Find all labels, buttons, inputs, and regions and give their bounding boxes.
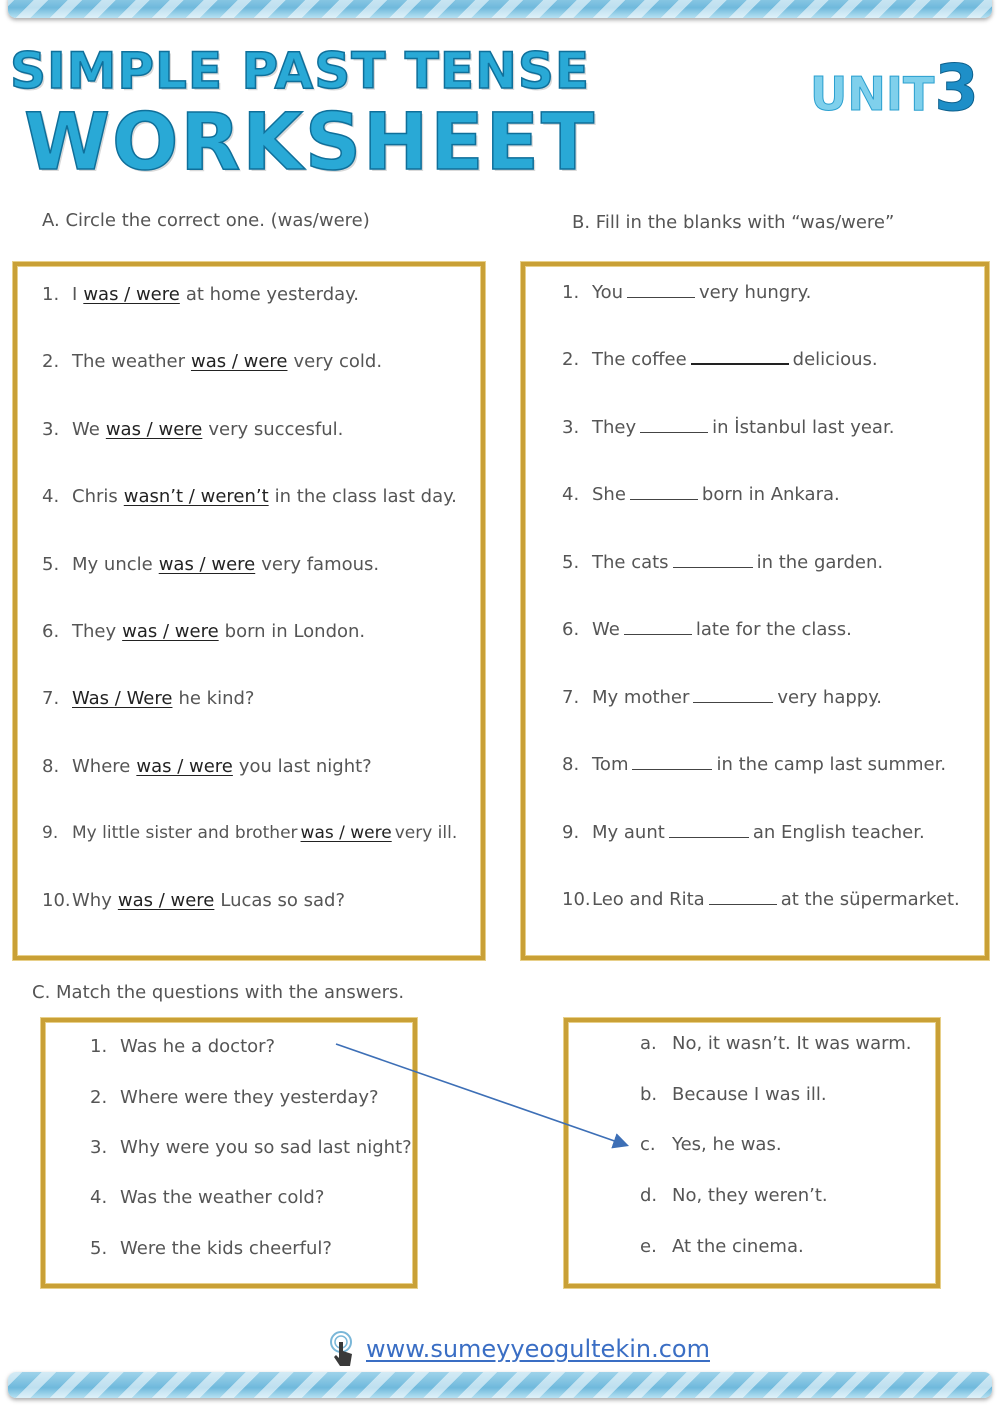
item-number: 8. [562,754,580,775]
item-number: 1. [42,284,60,305]
choice-option[interactable]: was / were [122,621,219,642]
item-post: you last night? [238,756,372,777]
item-pre: They [72,621,117,642]
answer-text: No, it wasn’t. It was warm. [672,1033,912,1054]
item-post: very happy. [777,687,883,708]
item-number: 9. [562,822,580,843]
item-pre: The coffee [592,349,687,370]
answer-text: Yes, he was. [672,1134,782,1155]
choice-option[interactable]: was / were [190,351,288,372]
unit-number: 3 [934,52,979,126]
unit-word: UNIT [810,67,935,121]
title-line-2: WORKSHEET [24,98,597,188]
item-pre: Chris [72,486,118,507]
item-pre: Why [72,890,112,911]
item-post: in İstanbul last year. [712,417,895,438]
item-number: 4. [562,484,580,505]
item-pre: My little sister and brother [72,823,298,843]
item-post: delicious. [792,349,878,370]
question-number: 1. [90,1036,108,1057]
item-pre: Leo and Rita [592,889,705,910]
choice-option[interactable]: wasn’t / weren’t [123,486,269,507]
choice-option[interactable]: was / were [105,419,203,440]
item-number: 5. [562,552,580,573]
item-pre: The cats [592,552,669,573]
item-post: born in London. [224,621,366,642]
item-number: 8. [42,756,60,777]
choice-option[interactable]: Was / Were [72,688,173,709]
item-post: Lucas so sad? [220,890,346,911]
question-number: 2. [90,1087,108,1108]
answer-letter: b. [640,1084,658,1105]
item-number: 7. [42,688,60,709]
item-pre: You [592,282,624,303]
answer-text: At the cinema. [672,1236,804,1257]
item-post: late for the class. [695,619,852,640]
question-text: Was the weather cold? [120,1187,325,1208]
item-post: very succesful. [208,419,344,440]
item-number: 4. [42,486,60,507]
section-c-heading: C. Match the questions with the answers. [32,982,405,1003]
section-a-heading: A. Circle the correct one. (was/were) [42,210,370,231]
answer-text: Because I was ill. [672,1084,827,1105]
answer-text: No, they weren’t. [672,1185,828,1206]
item-post: very hungry. [699,282,812,303]
title-line-1: SIMPLE PAST TENSE [10,42,590,100]
question-text: Why were you so sad last night? [120,1137,412,1158]
item-pre: My uncle [72,554,153,575]
item-pre: The weather [72,351,185,372]
touch-icon [328,1330,358,1370]
question-text: Where were they yesterday? [120,1087,379,1108]
choice-option[interactable]: was / were [83,284,180,305]
item-number: 5. [42,554,60,575]
item-number: 6. [42,621,60,642]
item-post: very cold. [293,351,383,372]
item-number: 3. [562,417,580,438]
item-number: 6. [562,619,580,640]
item-pre: She [592,484,626,505]
item-number: 7. [562,687,580,708]
item-number: 3. [42,419,60,440]
footer-link[interactable] [328,1330,710,1370]
answer-letter: c. [640,1134,656,1155]
question-text: Was he a doctor? [120,1036,276,1057]
item-post: very famous. [261,554,380,575]
section-b-heading: B. Fill in the blanks with “was/were” [572,212,895,233]
question-number: 3. [90,1137,108,1158]
item-number: 2. [42,351,60,372]
item-post: he kind? [178,688,255,709]
item-pre: My aunt [592,822,665,843]
item-number: 10. [562,889,591,910]
item-pre: Tom [592,754,629,775]
item-pre: My mother [592,687,690,708]
answer-letter: e. [640,1236,657,1257]
item-post: very ill. [394,823,458,843]
website-url[interactable]: www.sumeyyeogultekin.com [366,1335,710,1363]
item-post: in the class last day. [274,486,457,507]
item-post: at the süpermarket. [780,889,960,910]
item-pre: We [592,619,620,640]
item-post: an English teacher. [752,822,925,843]
question-number: 5. [90,1238,108,1259]
choice-option[interactable]: was / were [117,890,215,911]
bottom-decorative-band [8,1372,992,1398]
item-post: in the camp last summer. [716,754,947,775]
choice-option[interactable]: was / were [136,756,233,777]
item-number: 1. [562,282,580,303]
question-number: 4. [90,1187,108,1208]
item-number: 10. [42,890,71,911]
item-pre: Where [72,756,131,777]
item-number: 2. [562,349,580,370]
answer-letter: a. [640,1033,657,1054]
item-pre: I [72,284,78,305]
answer-letter: d. [640,1185,658,1206]
item-post: born in Ankara. [701,484,840,505]
choice-option[interactable]: was / were [300,823,392,843]
question-text: Were the kids cheerful? [120,1238,332,1259]
item-pre: We [72,419,100,440]
item-post: in the garden. [756,552,884,573]
item-number: 9. [42,823,59,843]
item-post: at home yesterday. [185,284,359,305]
choice-option[interactable]: was / were [158,554,256,575]
item-pre: They [592,417,637,438]
